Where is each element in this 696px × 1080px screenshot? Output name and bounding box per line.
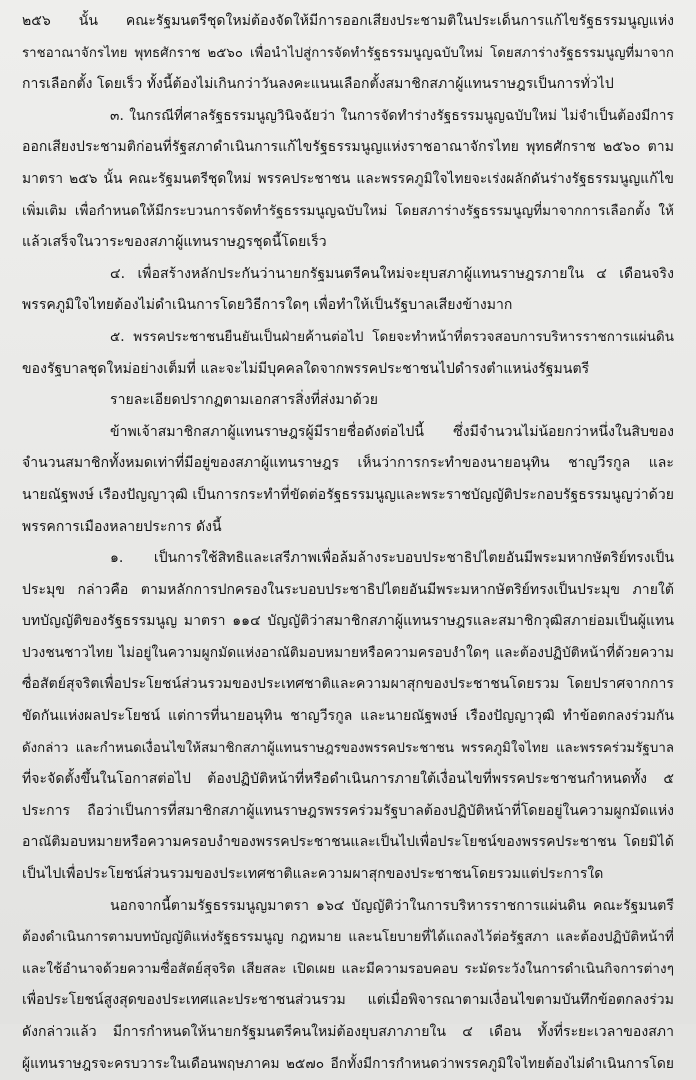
document-line: ราชอาณาจักรไทย พุทธศักราช ๒๕๖๐ เพื่อนำไปสู่การจัดทำรัฐธรรมนูญฉบับใหม่ โดยสภาร่างรัฐธรรมนูญที่มาจาก <box>22 45 674 61</box>
document-line: นายณัฐพงษ์ เรืองปัญญาวุฒิ เป็นการกระทำที่ขัดต่อรัฐธรรมนูญและพระราชบัญญัติประกอบรัฐธรรมนูญว่าด้วย <box>22 486 674 503</box>
document-line: ประมุข กล่าวคือ ตามหลักการปกครองในระบอบประชาธิปไตยอันมีพระมหากษัตริย์ทรงเป็นประมุข ภายใต้ <box>22 581 674 598</box>
document-line: พรรคการเมืองหลายประการ ดังนี้ <box>22 518 222 535</box>
document-line: ที่จะจัดตั้งขึ้นในโอกาสต่อไป ต้องปฏิบัติหน้าที่หรือดำเนินการภายใต้เงื่อนไขที่พรรคประชาชนกำหนดทั้ง ๕ <box>22 771 674 788</box>
document-line: ๒๕๖ นั้น คณะรัฐมนตรีชุดใหม่ต้องจัดให้มีการออกเสียงประชามติในประเด็นการแก้ไขรัฐธรรมนูญแห่ง <box>22 13 674 29</box>
document-line: ดังกล่าวแล้ว มีการกำหนดให้นายกรัฐมนตรีคนใหม่ต้องยุบสภาภายใน ๔ เดือน ทั้งที่ระยะเวลาของสภา <box>22 1024 674 1040</box>
document-line: พรรคภูมิใจไทยต้องไม่ดำเนินการโดยวิธีการใดๆ เพื่อทำให้เป็นรัฐบาลเสียงข้างมาก <box>22 297 513 314</box>
document-line: ขัดกันแห่งผลประโยชน์ แต่การที่นายอนุทิน ชาญวีรกูล และนายณัฐพงษ์ เรืองปัญญาวุฒิ ทำข้อตกลงร่วมกัน <box>22 708 674 725</box>
document-line: ซื่อสัตย์สุจริตเพื่อประโยชน์ส่วนรวมของประเทศชาติและความผาสุกของประชาชนโดยรวม โดยปราศจากการ <box>22 676 674 693</box>
document-line: ข้าพเจ้าสมาชิกสภาผู้แทนราษฎรผู้มีรายชื่อดังต่อไปนี้ ซึ่งมีจำนวนไม่น้อยกว่าหนึ่งในสิบของ <box>110 423 674 440</box>
document-line: ๓. ในกรณีที่ศาลรัฐธรรมนูญวินิจฉัยว่า ในการจัดทำร่างรัฐธรรมนูญฉบับใหม่ ไม่จำเป็นต้องมีการ <box>110 107 674 124</box>
document-line: ต้องดำเนินการตามบทบัญญัติแห่งรัฐธรรมนูญ กฎหมาย และนโยบายที่ได้แถลงไว้ต่อรัฐสภา และต้องปฏิบัติหน้าที่ <box>22 929 674 946</box>
document-line: ๑. เป็นการใช้สิทธิและเสรีภาพเพื่อล้มล้างระบอบประชาธิปไตยอันมีพระมหากษัตริย์ทรงเป็น <box>110 550 674 567</box>
document-line: เพิ่มเติม เพื่อกำหนดให้มีกระบวนการจัดทำรัฐธรรมนูญฉบับใหม่ โดยสภาร่างรัฐธรรมนูญที่มาจากการเลือกตั้ง ให้ <box>22 202 674 219</box>
document-line: ดังกล่าว และกำหนดเงื่อนไขให้สมาชิกสภาผู้แทนราษฎรของพรรคประชาชน พรรคภูมิใจไทย และพรรคร่วมรัฐบาล <box>22 740 674 756</box>
document-line: และใช้อำนาจด้วยความซื่อสัตย์สุจริต เสียสละ เปิดเผย และมีความรอบคอบ ระมัดระวังในการดำเนินกิจการต่างๆ <box>22 960 674 977</box>
document-line: ประการ ถือว่าเป็นการที่สมาชิกสภาผู้แทนราษฎรพรรคร่วมรัฐบาลต้องปฏิบัติหน้าที่โดยอยู่ในความผูกมัดแห่ง <box>22 802 674 819</box>
document-line: เพื่อประโยชน์สูงสุดของประเทศและประชาชนส่วนรวม แต่เมื่อพิจารณาตามเงื่อนไขตามบันทึกข้อตกลงร่วม <box>22 992 674 1009</box>
document-line: ปวงชนชาวไทย ไม่อยู่ในความผูกมัดแห่งอาณัติมอบหมายหรือความครอบงำใดๆ และต้องปฏิบัติหน้าที่ด้วยความ <box>22 644 674 661</box>
document-line: ๔. เพื่อสร้างหลักประกันว่านายกรัฐมนตรีคนใหม่จะยุบสภาผู้แทนราษฎรภายใน ๔ เดือนจริง <box>110 265 674 282</box>
document-line: เป็นไปเพื่อประโยชน์ส่วนรวมของประเทศชาติและความผาสุกของประชาชนโดยรวมแต่ประการใด <box>22 866 604 883</box>
document-line: ๕. พรรคประชาชนยืนยันเป็นฝ่ายค้านต่อไป โดยจะทำหน้าที่ตรวจสอบการบริหารราชการแผ่นดิน <box>110 328 674 345</box>
document-body <box>22 6 674 1080</box>
document-line: แล้วเสร็จในวาระของสภาผู้แทนราษฎรชุดนี้โดยเร็ว <box>22 234 327 251</box>
document-line: อาณัติมอบหมายหรือความครอบงำของพรรคประชาชนและเป็นไปเพื่อประโยชน์ของพรรคประชาชน โดยมิได้ <box>22 834 674 851</box>
document-line: ผู้แทนราษฎรจะครบวาระในเดือนพฤษภาคม ๒๕๗๐ อีกทั้งมีการกำหนดว่าพรรคภูมิใจไทยต้องไม่ดำเนินการโดย <box>22 1055 674 1072</box>
document-line: บทบัญญัติของรัฐธรรมนูญ มาตรา ๑๑๔ บัญญัติว่าสมาชิกสภาผู้แทนราษฎรและสมาชิกวุฒิสภาย่อมเป็นผู้แทน <box>22 613 674 630</box>
document-line: มาตรา ๒๕๖ นั้น คณะรัฐมนตรีชุดใหม่ พรรคประชาชน และพรรคภูมิใจไทยจะเร่งผลักดันร่างรัฐธรรมนูญแก้ไข <box>22 170 674 187</box>
document-line: จำนวนสมาชิกทั้งหมดเท่าที่มีอยู่ของสภาผู้แทนราษฎร เห็นว่าการกระทำของนายอนุทิน ชาญวีรกูล และ <box>22 455 674 472</box>
document-line: นอกจากนี้ตามรัฐธรรมนูญมาตรา ๑๖๔ บัญญัติว่าในการบริหารราชการแผ่นดิน คณะรัฐมนตรี <box>110 897 674 914</box>
document-line: ของรัฐบาลชุดใหม่อย่างเต็มที่ และจะไม่มีบุคคลใดจากพรรคประชาชนไปดำรงตำแหน่งรัฐมนตรี <box>22 360 590 377</box>
document-line: การเลือกตั้ง โดยเร็ว ทั้งนี้ต้องไม่เกินกว่าวันลงคะแนนเลือกตั้งสมาชิกสภาผู้แทนราษฎรเป็นการทั่วไป <box>22 76 614 93</box>
document-line: ออกเสียงประชามติก่อนที่รัฐสภาดำเนินการแก้ไขรัฐธรรมนูญแห่งราชอาณาจักรไทย พุทธศักราช ๒๕๖๐ ตาม <box>22 139 674 156</box>
document-line: รายละเอียดปรากฏตามเอกสารสิ่งที่ส่งมาด้วย <box>110 392 378 409</box>
